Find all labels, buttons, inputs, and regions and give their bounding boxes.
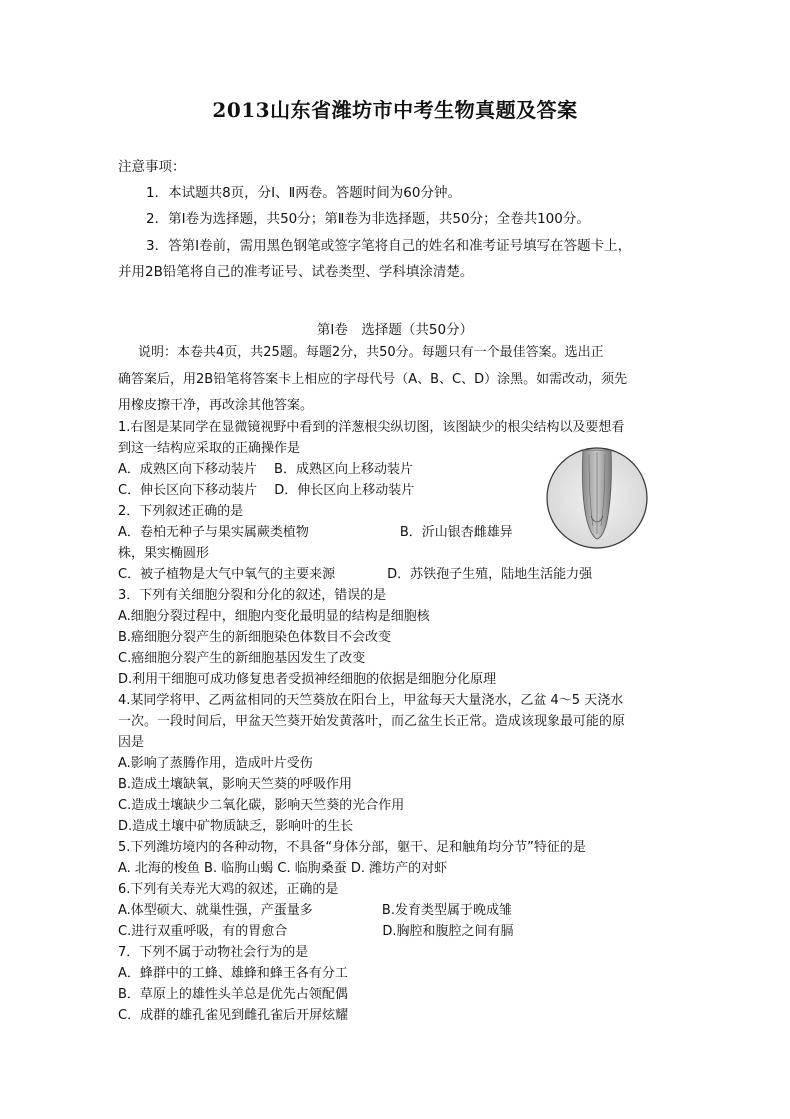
notes-item: 1．本试题共8页，分Ⅰ、Ⅱ两卷。答题时间为60分钟。 [146,185,461,201]
question-option: C．被子植物是大气中氧气的主要来源 D．苏铁孢子生殖，陆地生活能力强 [118,567,593,582]
desc-line: 确答案后，用2B铅笔将答案卡上相应的字母代号（A、B、C、D）涂黑。如需改动，须先 [118,372,628,387]
question-option: 株，果实椭圆形 [118,546,210,561]
question-option: A.细胞分裂过程中，细胞内变化最明显的结构是细胞核 [118,609,430,624]
question-line: 4.某同学将甲、乙两盆相同的天竺葵放在阳台上，甲盆每天大量浇水，乙盆 4～5 天浇水 [118,693,624,708]
question-option: C.造成土壤缺少二氧化碳，影响天竺葵的光合作用 [118,798,405,813]
notes-item: 并用2B铅笔将自己的准考证号、试卷类型、学科填涂清楚。 [118,264,474,280]
question-option: A．蜂群中的工蜂、雄蜂和蜂王各有分工 [118,966,348,981]
section-title: 第Ⅰ卷 选择题（共50分） [316,322,474,338]
onion-root-tip-figure [545,446,649,550]
question-line: 6.下列有关寿光大鸡的叙述，正确的是 [118,882,339,897]
desc-line: 说明：本卷共4页，共25题。每题2分，共50分。每题只有一个最佳答案。选出正 [138,345,604,360]
onion-root-tip-micrograph-icon [545,446,649,550]
question-line: 到这一结构应采取的正确操作是 [118,441,301,456]
question-line: 2．下列叙述正确的是 [118,504,244,519]
question-line: 1.右图是某同学在显微镜视野中看到的洋葱根尖纵切图，该图缺少的根尖结构以及要想看 [118,420,625,435]
question-line: 因是 [118,735,145,750]
question-option: D.造成土壤中矿物质缺乏，影响叶的生长 [118,819,354,834]
question-option: B.癌细胞分裂产生的新细胞染色体数目不会改变 [118,630,392,645]
question-option: C．伸长区向下移动装片 D．伸长区向上移动装片 [118,483,415,498]
question-option: A．卷柏无种子与果实属蕨类植物 B．沂山银杏雌雄异 [118,525,513,540]
notes-item: 3．答第Ⅰ卷前，需用黑色钢笔或签字笔将自己的姓名和准考证号填写在答题卡上， [146,238,632,254]
question-option: B．草原上的雄性头羊总是优先占领配偶 [118,987,348,1002]
question-option: D.利用干细胞可成功修复患者受损神经细胞的依据是细胞分化原理 [118,672,497,687]
notes-heading: 注意事项： [118,159,186,175]
question-option: A.体型硕大、就巢性强，产蛋量多 B.发育类型属于晚成雏 [118,903,512,918]
question-option: C.癌细胞分裂产生的新细胞基因发生了改变 [118,651,366,666]
question-option: C．成群的雄孔雀见到雌孔雀后开屏炫耀 [118,1008,349,1023]
question-option: A．成熟区向下移动装片 B．成熟区向上移动装片 [118,462,413,477]
question-option: C.进行双重呼吸，有的胃愈合 D.胸腔和腹腔之间有膈 [118,924,514,939]
desc-line: 用橡皮擦干净，再改涂其他答案。 [118,398,314,413]
question-option: A.影响了蒸腾作用，造成叶片受伤 [118,756,313,771]
question-line: 3．下列有关细胞分裂和分化的叙述，错误的是 [118,588,387,603]
question-option: A. 北海的梭鱼 B. 临朐山蝎 C. 临朐桑蚕 D. 潍坊产的对虾 [118,861,448,876]
question-line: 7．下列不属于动物社会行为的是 [118,945,309,960]
notes-item: 2．第Ⅰ卷为选择题，共50分；第Ⅱ卷为非选择题，共50分；全卷共100分。 [146,211,590,227]
page-title: 2013山东省潍坊市中考生物真题及答案 [212,98,578,122]
question-line: 5.下列潍坊境内的各种动物，不具备“身体分部，躯干、足和触角均分节”特征的是 [118,840,586,855]
question-option: B.造成土壤缺氧，影响天竺葵的呼吸作用 [118,777,353,792]
question-line: 一次。一段时间后，甲盆天竺葵开始发黄落叶，而乙盆生长正常。造成该现象最可能的原 [118,714,626,729]
